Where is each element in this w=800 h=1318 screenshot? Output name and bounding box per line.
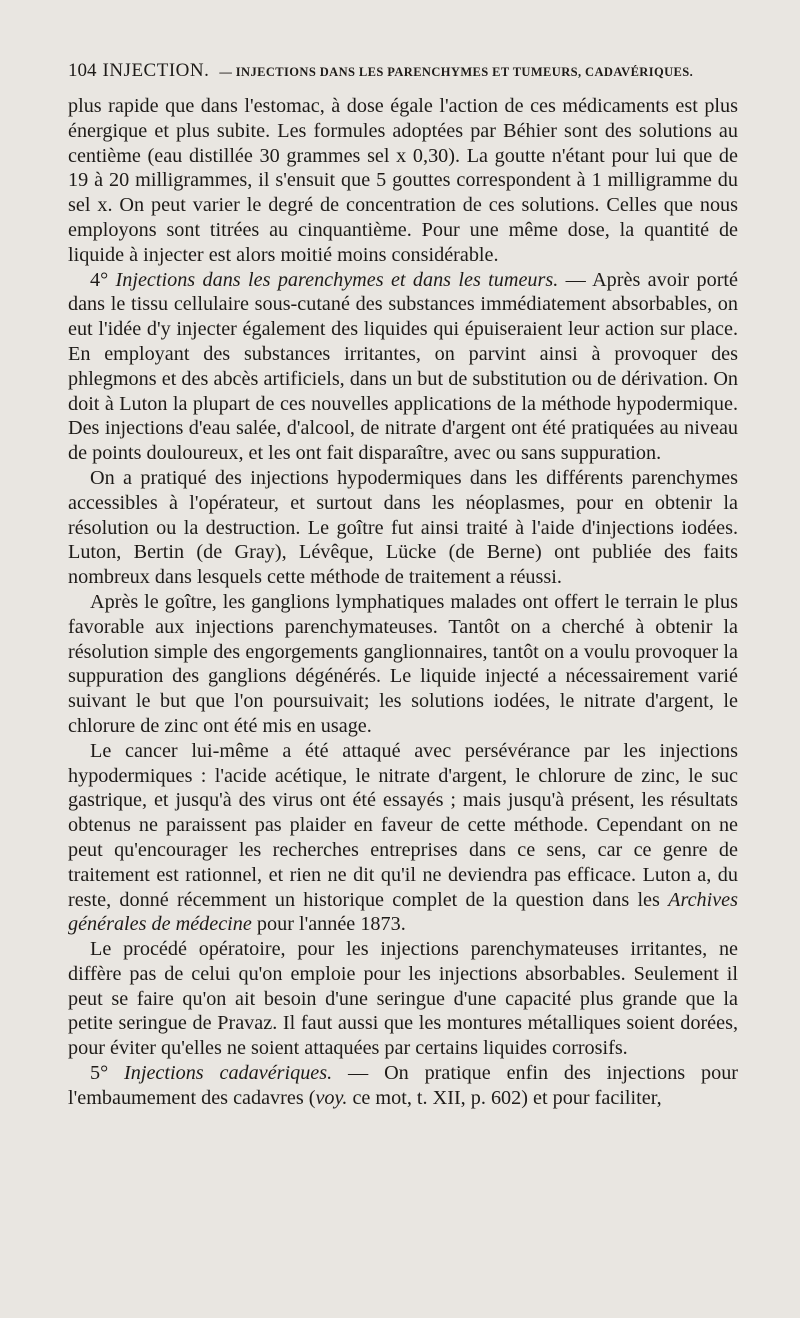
- running-head-title: INJECTION.: [102, 60, 210, 81]
- paragraph-ganglions: Après le goître, les ganglions lymphatiques malades ont offert le terrain le plus favorable aux injections parenchymateuses. Tantôt on a cherché à obtenir la résolution simple des engorgements ganglionnaires, tantôt on a voulu provoquer la suppuration des ganglions dégénérés. Le liquide injecté a nécessairement varié suivant le but que l'on poursuivait; les solutions iodées, le nitrate d'argent, le chlorure de zinc ont été mis en usage.: [68, 590, 738, 737]
- section-heading: Injections dans les parenchymes et dans les tumeurs.: [115, 268, 559, 291]
- body-text: [68, 94, 738, 1111]
- section-body: ce mot, t. XII, p. 602) et pour faciliter,: [352, 1086, 662, 1109]
- paragraph-section-5: [68, 1061, 738, 1111]
- journal-title: Archives générales de médecine: [68, 888, 739, 936]
- paragraph-text: Le cancer lui-même a été attaqué avec persévérance par les injections hypodermiques : l'acide acétique, le nitrate d'argent, le chlorure de zinc, le suc gastrique, et jusqu'à des virus ont été essayés ; mais jusqu'à présent, les résultats obtenus ne paraissent pas plaider en faveur de cette méthode. Cependant on ne peut qu'encourager les recherches entreprises dans ce sens, car ce genre de traitement est rationnel, et rien ne dit qu'il ne deviendra pas efficace. Luton a, du reste, donné récemment un historique complet de la question dans les: [68, 739, 738, 911]
- page-number: 104: [68, 60, 97, 81]
- running-head: [68, 60, 738, 82]
- section-number: 5°: [90, 1062, 109, 1085]
- section-number: 4°: [90, 268, 109, 291]
- section-heading: Injections cadavériques.: [124, 1062, 333, 1085]
- paragraph-cancer: [68, 739, 738, 937]
- section-body: — On pratique enfin des injections pour l'embaumement des cadavres (: [68, 1062, 739, 1109]
- paragraph-procede: Le procédé opératoire, pour les injections parenchymateuses irritantes, ne diffère pas de celui qu'on emploie pour les injections absorbables. Seulement il peut se faire qu'on ait besoin d'une seringue d'une capacité plus grande que la petite seringue de Pravaz. Il faut aussi que les montures métalliques soient dorées, pour éviter qu'elles ne soient attaquées par certains liquides corrosifs.: [68, 938, 738, 1060]
- paragraph-continuation: plus rapide que dans l'estomac, à dose égale l'action de ces médicaments est plus énergique et plus subite. Les formules adoptées par Béhier sont des solutions au centième (eau distillée 30 grammes sel x 0,30). La goutte n'étant pour lui que de 19 à 20 milligrammes, il s'ensuit que 5 gouttes correspondent à 1 milligramme du sel x. On peut varier le degré de concentration de ces solutions. Celles que nous employons sont titrées au cinquantième. Pour une même dose, la quantité de liquide à injecter est alors moitié moins considérable.: [68, 95, 738, 266]
- paragraph-parenchymes: On a pratiqué des injections hypodermiques dans les différents parenchymes accessibles à l'opérateur, et surtout dans les néoplasmes, pour en obtenir la résolution ou la destruction. Le goître fut ainsi traité à l'aide d'injections iodées. Luton, Bertin (de Gray), Lévêque, Lücke (de Berne) ont publiée des faits nombreux dans lesquels cette méthode de traitement a réussi.: [68, 466, 738, 589]
- paragraph-text: pour l'année 1873.: [256, 913, 406, 936]
- running-head-subtitle: — INJECTIONS DANS LES PARENCHYMES ET TUMEURS, CADAVÉRIQUES.: [219, 65, 694, 79]
- cross-reference: voy.: [315, 1086, 348, 1109]
- paragraph-section-4: [68, 268, 738, 466]
- section-body: — Après avoir porté dans le tissu cellulaire sous-cutané des substances immédiatement absorbables, on eut l'idée d'y injecter également des liquides qui épuiseraient leur action sur place. En employant des substances irritantes, on parvint ainsi à provoquer des phlegmons et des abcès artificiels, dans un but de substitution ou de dérivation. On doit à Luton la plupart de ces nouvelles applications de la méthode hypodermique. Des injections d'eau salée, d'alcool, de nitrate d'argent ont été pratiquées au niveau de points douloureux, et les ont fait disparaître, avec ou sans suppuration.: [68, 268, 739, 465]
